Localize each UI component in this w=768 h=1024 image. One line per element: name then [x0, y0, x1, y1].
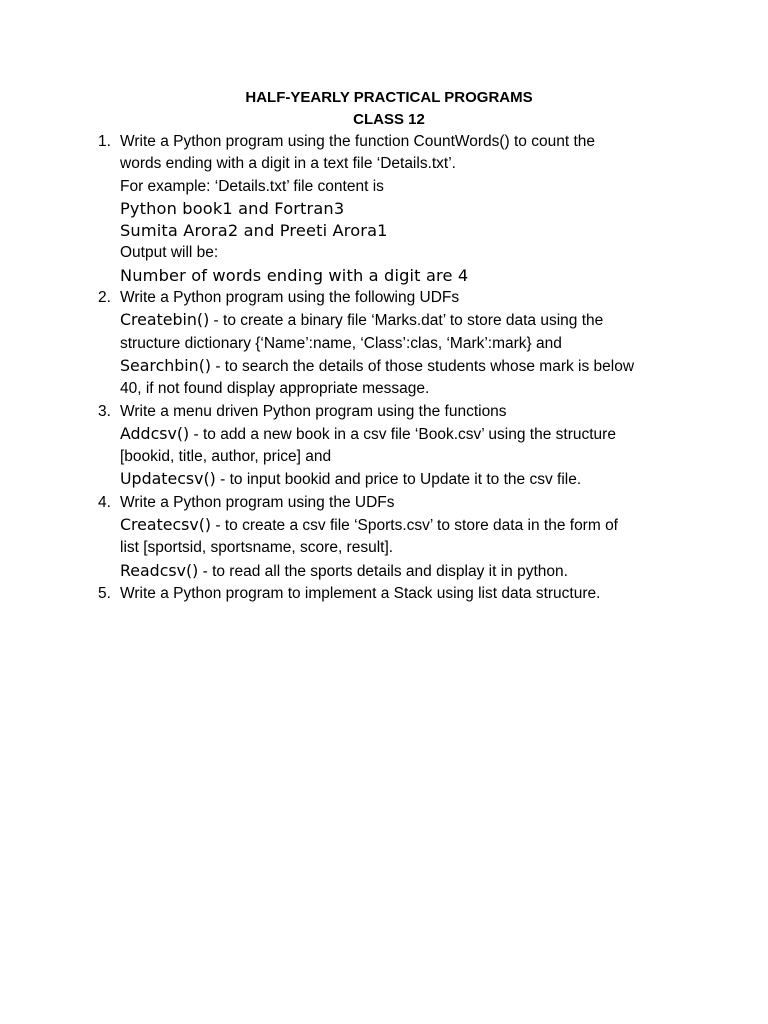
sample-file-content: Sumita Arora2 and Preeti Arora1	[120, 221, 388, 241]
program-text: Output will be:	[120, 244, 219, 262]
function-description: - to add a new book in a csv file ‘Book.csv’ using the structure	[189, 425, 616, 443]
program-number: 2.	[98, 289, 111, 307]
function-name: Readcsv()	[120, 560, 199, 580]
udf-line	[120, 560, 768, 583]
sample-output: Number of words ending with a digit are 4	[120, 265, 469, 285]
function-description: - to create a csv file ‘Sports.csv’ to store data in the form of	[211, 517, 618, 535]
function-name: Createbin()	[120, 310, 210, 330]
document-subtitle: CLASS 12	[353, 110, 425, 128]
program-number: 4.	[98, 493, 111, 511]
document-title: HALF-YEARLY PRACTICAL PROGRAMS	[245, 89, 533, 106]
program-text: 40, if not found display appropriate message.	[120, 380, 430, 398]
function-description: - to create a binary file ‘Marks.dat’ to store data using the	[209, 312, 604, 330]
function-name: Addcsv()	[120, 423, 190, 443]
program-text: Write a Python program using the following UDFs	[120, 289, 460, 307]
program-text: Write a Python program to implement a Stack using list data structure.	[120, 584, 601, 602]
program-text: list [sportsid, sportsname, score, result].	[120, 539, 394, 557]
program-text: [bookid, title, author, price] and	[120, 448, 332, 466]
udf-line	[120, 309, 768, 332]
program-item-5	[0, 583, 768, 605]
function-description: - to search the details of those students whose mark is below	[211, 357, 635, 375]
program-number: 5.	[98, 584, 111, 602]
program-text: Write a Python program using the function CountWords() to count the	[120, 133, 596, 150]
udf-line	[120, 423, 768, 446]
program-list	[0, 131, 768, 605]
program-text: Write a menu driven Python program using the functions	[120, 402, 507, 420]
program-item-4	[0, 492, 768, 583]
udf-line	[120, 514, 768, 537]
program-item-1	[0, 131, 768, 287]
udf-line	[120, 468, 768, 491]
function-description: - to read all the sports details and display it in python.	[198, 562, 568, 580]
program-text: words ending with a digit in a text file ‘Details.txt’.	[120, 155, 456, 173]
program-number: 3.	[98, 402, 111, 420]
program-item-2	[0, 287, 768, 400]
sample-file-content: Python book1 and Fortran3	[120, 198, 345, 218]
program-number: 1.	[98, 133, 111, 150]
program-text: Write a Python program using the UDFs	[120, 493, 395, 511]
function-name: Updatecsv()	[120, 469, 216, 489]
document-header	[0, 87, 768, 130]
program-item-3	[0, 401, 768, 492]
function-description: - to input bookid and price to Update it to the csv file.	[215, 471, 582, 489]
function-name: Searchbin()	[120, 355, 212, 375]
udf-line	[120, 355, 768, 378]
function-name: Createcsv()	[120, 515, 212, 535]
program-text: structure dictionary {‘Name’:name, ‘Class’:clas, ‘Mark’:mark} and	[120, 334, 562, 352]
program-text: For example: ‘Details.txt’ file content is	[120, 177, 384, 195]
